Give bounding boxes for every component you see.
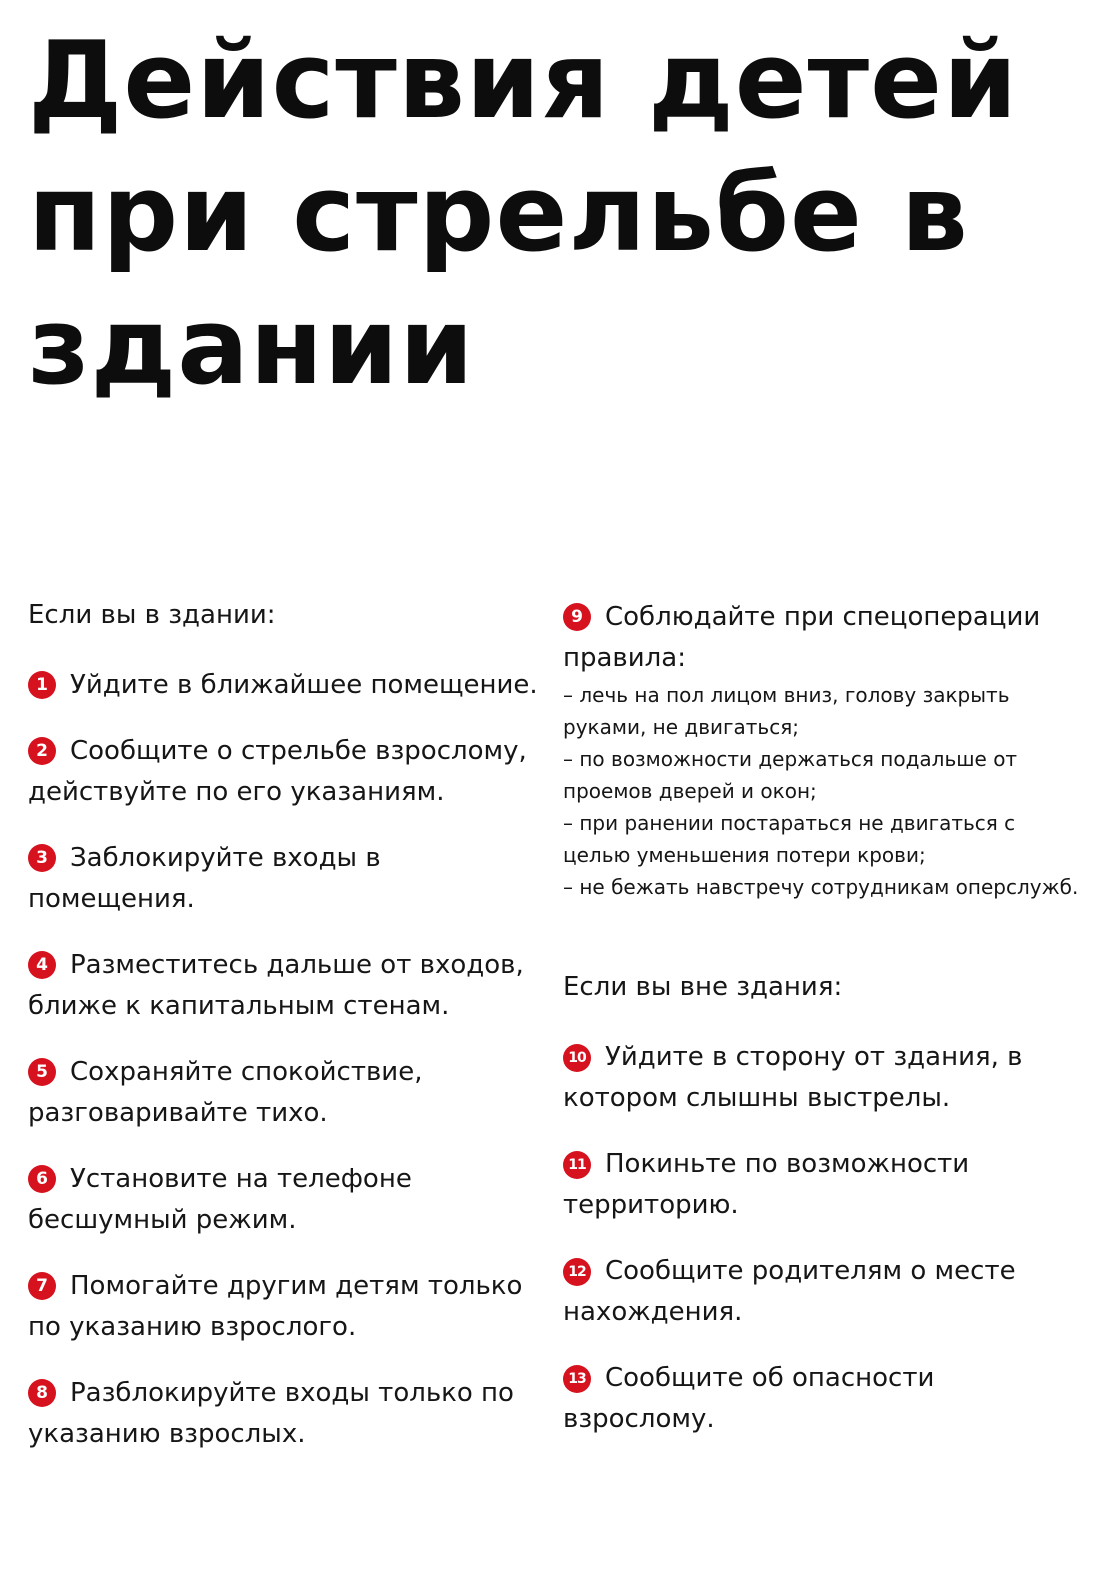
item-text: Установите на телефоне бесшумный режим. xyxy=(28,1164,412,1235)
title-line-1: Действия детей xyxy=(28,19,1019,142)
spacer xyxy=(563,903,1083,969)
number-badge: 10 xyxy=(563,1044,591,1072)
list-item xyxy=(563,1144,1083,1226)
left-column xyxy=(28,597,548,1480)
item-text: Сохраняйте спокойствие, разговаривайте тихо. xyxy=(28,1057,423,1128)
item-text: Уйдите в ближайшее помещение. xyxy=(70,670,538,700)
list-item xyxy=(563,1037,1083,1119)
list-item xyxy=(563,1358,1083,1440)
rule-item: – по возможности держаться подальше от проемов дверей и окон; xyxy=(563,747,1018,803)
item-text: Сообщите об опасности взрослому. xyxy=(563,1363,935,1434)
number-badge: 12 xyxy=(563,1258,591,1286)
rules-list xyxy=(563,679,1083,903)
item-text: Заблокируйте входы в помещения. xyxy=(28,843,381,914)
title-line-3: здании xyxy=(28,285,475,408)
list-item-rules xyxy=(563,597,1083,903)
rules-intro xyxy=(563,597,1083,679)
list-item xyxy=(28,1052,548,1134)
item-text: Сообщите родителям о месте нахождения. xyxy=(563,1256,1016,1327)
list-item xyxy=(28,1266,548,1348)
number-badge: 1 xyxy=(28,671,56,699)
number-badge: 9 xyxy=(563,603,591,631)
list-item xyxy=(28,1159,548,1241)
list-item xyxy=(28,731,548,813)
list-item xyxy=(28,945,548,1027)
outside-building-heading: Если вы вне здания: xyxy=(563,972,843,1002)
rule-item: – при ранении постараться не двигаться с целью уменьшения потери крови; xyxy=(563,811,1016,867)
list-item xyxy=(563,1251,1083,1333)
right-column xyxy=(563,597,1083,1465)
inside-building-heading: Если вы в здании: xyxy=(28,600,276,630)
rule-item: – лечь на пол лицом вниз, голову закрыть руками, не двигаться; xyxy=(563,683,1010,739)
rule-item: – не бежать навстречу сотрудникам оперслужб. xyxy=(563,875,1079,899)
number-badge: 8 xyxy=(28,1379,56,1407)
page-title xyxy=(28,14,1068,413)
number-badge: 2 xyxy=(28,737,56,765)
number-badge: 3 xyxy=(28,844,56,872)
item-text: Разблокируйте входы только по указанию взрослых. xyxy=(28,1378,514,1449)
number-badge: 13 xyxy=(563,1365,591,1393)
list-item xyxy=(28,838,548,920)
title-line-2: при стрельбе в xyxy=(28,152,969,275)
item-text: Покиньте по возможности территорию. xyxy=(563,1149,970,1220)
item-text: Уйдите в сторону от здания, в котором слышны выстрелы. xyxy=(563,1042,1023,1113)
list-item xyxy=(28,1373,548,1455)
number-badge: 11 xyxy=(563,1151,591,1179)
item-text: Помогайте другим детям только по указанию взрослого. xyxy=(28,1271,523,1342)
number-badge: 6 xyxy=(28,1165,56,1193)
item-text: Соблюдайте при спецоперации правила: xyxy=(563,602,1041,673)
item-text: Сообщите о стрельбе взрослому, действуйте по его указаниям. xyxy=(28,736,527,807)
item-text: Разместитесь дальше от входов, ближе к капитальным стенам. xyxy=(28,950,524,1021)
number-badge: 4 xyxy=(28,951,56,979)
list-item xyxy=(28,665,548,706)
number-badge: 7 xyxy=(28,1272,56,1300)
number-badge: 5 xyxy=(28,1058,56,1086)
